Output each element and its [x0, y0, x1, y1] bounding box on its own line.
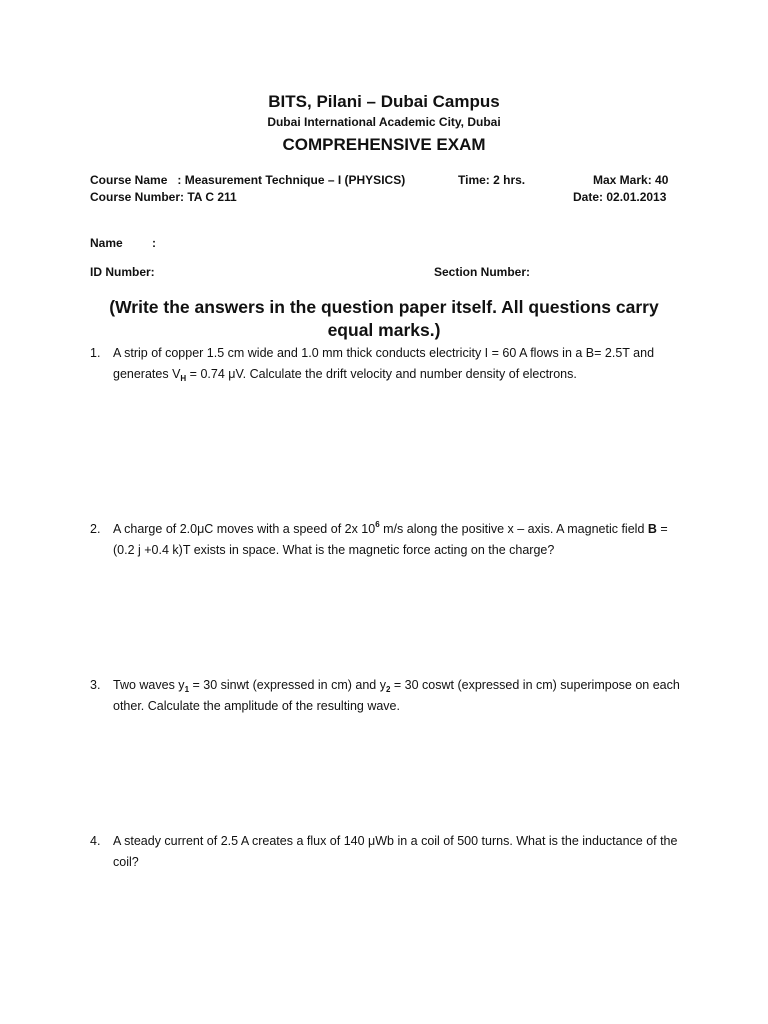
section-number-label: Section Number: — [434, 265, 531, 279]
page-title: BITS, Pilani – Dubai Campus — [268, 92, 500, 111]
name-colon: : — [152, 236, 156, 250]
instructions: (Write the answers in the question paper itself. All questions carry equal marks.) — [109, 297, 659, 340]
question-number: 1. — [90, 346, 101, 360]
exam-title: COMPREHENSIVE EXAM — [282, 135, 486, 154]
question-number: 2. — [90, 522, 101, 536]
institution-address: Dubai International Academic City, Dubai — [267, 115, 501, 129]
id-number-label: ID Number: — [90, 265, 155, 279]
question-number: 3. — [90, 678, 101, 692]
question-2: 2. A charge of 2.0μC moves with a speed of 2x $10^6$ m/s along the positive x – axis. A magnetic field B = (0.2 j +0.4 k)T exists in space. What is the magnetic force acting on the charge? — [90, 520, 668, 557]
course-name: Course Name : Measurement Technique – I (PHYSICS) — [90, 173, 406, 187]
question-3: 3. Two waves $y_1 = 30$ sinwt (expressed in cm) and $y_2 = 30$ coswt (expressed in cm) superimpose on each other. Calculate the amplitude of the resulting wave. — [90, 675, 690, 717]
exam-date: Date: 02.01.2013 — [573, 190, 667, 204]
course-number: Course Number: TA C 211 — [90, 190, 237, 204]
exam-time: Time: 2 hrs. — [458, 173, 526, 187]
question-1: 1. A strip of copper 1.5 cm wide and 1.0 mm thick conducts electricity I = 60 A flows in a B= 2.5T and generates $V_H = 0.74$ μV. Calculate the drift velocity and number density of electrons. — [90, 343, 690, 385]
max-mark: Max Mark: 40 — [593, 173, 669, 187]
name-label: Name — [90, 236, 123, 250]
question-number: 4. — [90, 834, 101, 848]
question-4: 4. A steady current of 2.5 A creates a flux of 140 μWb in a coil of 500 turns. What is the inductance of the coil? — [90, 831, 690, 873]
